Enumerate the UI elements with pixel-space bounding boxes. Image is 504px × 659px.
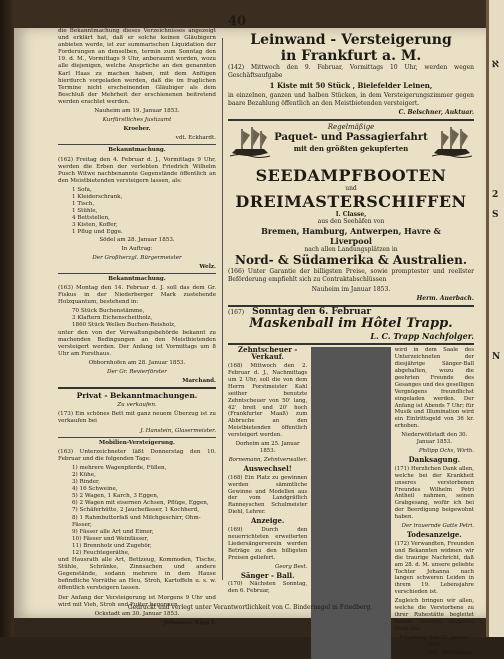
- ad-signature: Herm. Auerbach.: [416, 295, 474, 303]
- notice-signature: Georg Best.: [275, 563, 308, 570]
- notice-auction-162: (162) Freitag den 4. Februar d. J., Vormittags 9 Uhr, werden die Erben der verlebten Friedrich Wilhelm Pusch Witwe nachbenannte Gegenstände öffentlich an den Meistbietenden versteigern lassen, als:: [58, 156, 216, 184]
- list-item: 4) 16 Schweine,: [72, 486, 118, 493]
- column-divider: [222, 38, 223, 580]
- list-item: 1860 Stück Wellen Buchen-Reisholz,: [72, 322, 176, 329]
- ad-ports: Bremen, Hamburg, Antwerpen, Havre &: [261, 225, 441, 236]
- notice-date: Ockstadt am 30. Januar 1853.: [94, 610, 180, 617]
- ad-to: nach allen Landungsplätzen in: [304, 245, 398, 253]
- event-date: Sonntag den 6. Februar: [252, 306, 372, 317]
- heading-danksagung: Danksagung.: [408, 454, 461, 464]
- notice-zehntscheuer: (168) Mittwoch den 2. Februar d. J., Nachmittags um 2 Uhr, soll die von dem Herrn Forstmeister Kahl seither benutzte Zehntscheuer von 50' lang, 42' breit und 20' hoch (Frankfurter Maaß) zum Abbruche an den Meistbietenden öffentlich versteigert werden.: [228, 363, 308, 439]
- notice-signature: J. Hanstein, Glasermeister.: [140, 427, 216, 434]
- top-margin: [14, 0, 486, 28]
- notice-date: Obbornhofen am 28. Januar 1853.: [88, 359, 186, 366]
- heading-zehntscheuer: Zehntscheuer - Verkauf.: [238, 345, 298, 362]
- notice-signature: Joh. Weckesling.: [429, 650, 474, 657]
- notice-date: Nauheim am 19. Januar 1853.: [94, 108, 180, 115]
- heading-anzeige: Anzeige.: [250, 516, 285, 526]
- sailing-ship-icon: [432, 125, 472, 161]
- notice-saenger-ball-cont: wird in dem Saale des Unterzeichneten der diesjährige Sänger-Ball abgehalten, wozu die geehrten Freunde des Gesanges und des geselligen Vergnügens freundlichst eingeladen werden. Der Anfang ist Abends 7 Uhr; für Musik und Illumination wird ein Eintrittsgeld von 36 kr. erhoben.: [394, 347, 474, 430]
- notice-date: Friedberg den 30. Januar 1853.: [399, 634, 469, 648]
- list-item: 7) Schäferhütte, 2 Jauchefässer, 1 Kochherd,: [72, 507, 200, 514]
- right-column: [228, 30, 474, 659]
- heading-auswechsel: Auswechsel!: [243, 463, 292, 473]
- notice-signature: Philipp Ochs, Wirth.: [418, 448, 474, 454]
- notice-liquidation: die Bekanntmachung dieses Verzeichnisses angezeigt und erklärt hat, daß er solche keinen Gläubigern anbieten werde, ist zur summarischen Liquidation der Forderungen an denselben, termin zum Sonntag den 19. d. M., Vormittags 9 Uhr, anberaumt worden, wozu alle diejenigen, welche Ansprüche an den genannten Karl Haas zu machen haben, mit dem Anfügen hierdurch vorgeladen werden, daß die im fraglichen Termine nicht erscheinenden Gläubiger als dem Beschluß der Mehrheit der erschienenen beitretend werden erachtet werden.: [58, 28, 216, 105]
- notice-signature: Johannes Kipp I.: [163, 619, 216, 626]
- notice-office: Der Gr. Revierförster: [106, 369, 167, 376]
- notice-date: Niederwöllstadt den 30. Januar 1853.: [401, 432, 468, 446]
- list-item: 3) Rinder,: [72, 479, 100, 486]
- notice-danksagung: (171) Herzlichen Dank allen, welche bei der Krankheit unseres verstorbenen Freundes Wilhelm Petri Antheil nahmen, seinen Grabgesang, wofür ich bei der Beerdigung beigewohnt haben.: [394, 465, 474, 521]
- notice-todesanzeige-thanks: Zugleich bringen wir allen, welche die Verstorbene zu ihrer Ruhestätte begleitet haben, unseren innigsten Dank dar.: [394, 598, 474, 632]
- list-item: 3 Klaftern Eichenscheitholz,: [72, 315, 153, 322]
- subcolumn-right: [395, 347, 474, 659]
- notice-signature: Welz.: [199, 263, 216, 270]
- edge-letter-4: N: [492, 352, 501, 362]
- list-item: 1) mehrere Wagenpferde, Füllen,: [72, 464, 167, 471]
- ad-steamboats: SEEDAMPFBOOTEN: [255, 165, 447, 185]
- heading-bekanntmachung-1: Bekanntmachung.: [108, 147, 166, 154]
- printer-footer: Gedruckt und verlegt unter Verantwortlichkeit von C. Bindernagel in Friedberg.: [127, 604, 373, 611]
- list-item: 1 Sofa,: [72, 186, 92, 193]
- leinwand-title: Leinwand - Versteigerung: [250, 32, 452, 48]
- notice-date: Dorheim am 25. Januar 1853.: [235, 441, 300, 454]
- ad-and: und: [345, 184, 357, 192]
- book-spine: [0, 0, 14, 637]
- heading-saenger-ball: Sänger - Ball.: [240, 570, 295, 580]
- list-item: 6) 2 Wagen mit eisernen Achsen, Pflüge, Eggen,: [72, 500, 209, 507]
- subcolumn-left: [228, 347, 307, 659]
- notice-office: Der Großherzgl. Bürgermeister: [92, 254, 182, 261]
- ad-class: I. Classe,: [335, 210, 367, 218]
- notice-vdt: vdt. Eckhardt.: [175, 135, 216, 142]
- notice-signature: Kroeber.: [123, 126, 151, 133]
- edge-letter-2: 2: [492, 190, 499, 200]
- notice-todesanzeige: (172) Verwandten, Freunden und Bekannten widmen wir die traurige Nachricht, daß am 28. d. M. unsere geliebte Tochter Johanna nach langen schweren Leiden in ihrem 19. Lebensjahre verschieden ist.: [394, 540, 474, 596]
- ad-body: (166) Unter Garantie der billigsten Preise, sowie promptester und reellster Beförderung empfiehlt sich zu Contraktabschlüssen: [228, 268, 474, 283]
- ad-title: Paquet- und Passagierfahrt: [274, 131, 428, 143]
- notice-auswechsel: (168) Ein Platz zu gewinnen werden sämmtliche Gewinne und Modellen aus der vom Landgräflich Ranneyschen Schulmeister Diehl, Lehrer.: [228, 474, 308, 516]
- shipping-ad-header: [228, 123, 474, 167]
- leinwand-subtitle: in Frankfurt a. M.: [280, 48, 422, 64]
- event-header: [228, 306, 474, 317]
- heading-bekanntmachung-2: Bekanntmachung.: [108, 275, 166, 282]
- list-item: 5) 2 Wagen, 1 Karch, 3 Eggen,: [72, 493, 159, 500]
- list-item: 1 Kleiderschrank,: [72, 193, 123, 200]
- leinwand-signature: C. Belschner, Auktuar.: [398, 109, 474, 117]
- list-item: 10) Fässer und Weinfässer,: [72, 535, 149, 542]
- notice-mobilien-start: Der Anfang der Versteigerung ist Morgens 9 Uhr und wird mit Vieh, Stroh und Futter begonnen.: [58, 594, 216, 608]
- list-item: 8) 1 Rahmbutterfaß und Milchgeschirr, Ohm-Fässer,: [72, 514, 201, 528]
- left-column: [58, 28, 216, 626]
- list-item: 3 Kisten, Koffer,: [72, 222, 118, 229]
- edge-letter-3: S: [492, 210, 499, 220]
- list-item: 4 Bettstellen,: [72, 215, 110, 222]
- heading-private-notices: Privat - Bekanntmachungen.: [76, 391, 198, 401]
- list-item: 1 Tisch,: [72, 201, 95, 208]
- heading-mobilien: Mobilien-Versteigerung.: [99, 439, 175, 446]
- notice-signature: Marchand.: [182, 378, 216, 385]
- notice-wood-163: (163) Montag den 14. Februar d. J. soll das dem Gr. Fiskus in der Niederberger Mark zustehende Holzquantum, bestehend in:: [58, 285, 216, 306]
- edge-letter-1: ℵ: [492, 60, 499, 70]
- event-number: (167): [228, 308, 245, 316]
- list-item: 2) Kühe,: [72, 471, 96, 478]
- list-item: 12) Feuchtegeräthe,: [72, 550, 130, 556]
- list-item: 1 Pflug und Egge.: [72, 229, 123, 236]
- ad-port-liverpool: Liverpool: [330, 235, 372, 246]
- mobilien-item-list: [58, 465, 216, 557]
- heading-todesanzeige: Todesanzeige.: [406, 529, 462, 539]
- ad-intro: Regelmäßige: [327, 122, 375, 131]
- notice-mobilien-163: (163) Unterzeichneter läßt Donnerstag den 10. Februar und die folgenden Tage:: [58, 448, 216, 462]
- list-item: 70 Stück Buchenstämme,: [72, 308, 145, 315]
- ad-title-2: mit den größten gekupferten: [293, 143, 409, 153]
- ad-from: aus den Seehäfen von: [317, 218, 385, 226]
- notice-signature: Bornemann, Zehntverwalter.: [228, 456, 308, 463]
- list-item: 11) Brennholz und Zugehör,: [72, 542, 152, 549]
- notice-office: Kurfürstliches Justizamt: [102, 117, 172, 124]
- next-page-edge: [486, 0, 504, 637]
- list-item: 9) Fässer alle Art und Eimer,: [72, 528, 154, 535]
- leinwand-item: 1 Kiste mit 50 Stück , Bielefelder Leinen,: [269, 81, 433, 91]
- leinwand-terms: in einzelnen, ganzen und halben Stücken, in dem Versteigerungszimmer gegen baare Bezahlung öffentlich an den Meistbietenden versteigert.: [228, 92, 474, 107]
- notice-anzeige: (169) Durch den neuerrichteten erweiterten Liedersängerverein werden Beträge zu den billigsten Preisen geliefert.: [228, 527, 308, 561]
- sailing-ship-icon: [230, 125, 270, 161]
- notice-saenger-ball: (170) Nächsten Sonntag, den 6. Februar,: [228, 581, 308, 595]
- ad-destinations: Nord- & Südamerika & Australien.: [235, 253, 467, 268]
- heading-for-sale: Zu verkaufen.: [117, 402, 157, 409]
- auction-item-list-1: [58, 187, 216, 237]
- leinwand-notice: (142) Mittwoch den 9. Februar, Vormittags 10 Uhr, werden wegen Geschäftsaufgabe: [228, 64, 474, 79]
- notice-wood-terms: unter den von der Verwaltungsbehörde bekannt zu machenden Bedingungen an den Meistbietenden versteigert werden. Der Anfang ist Vormittags um 8 Uhr am Forsthaus.: [58, 329, 216, 357]
- event-title: Maskenball im Hôtel Trapp.: [249, 316, 453, 332]
- wood-item-list: [58, 308, 216, 329]
- notice-bed-173: (173) Ein schönes Bett mit ganz neuem Überzug ist zu verkaufen bei: [58, 411, 216, 425]
- notice-date: Södel am 28. Januar 1853.: [99, 236, 175, 243]
- notice-signature: Der trauernde Gatte Petri.: [401, 523, 474, 530]
- event-signature: L. C. Trapp Nachfolger.: [370, 331, 474, 342]
- notice-mobilien-body: und Hausrath alle Art, Bettzeug, Kommoden, Tische, Stühle, Schränke, Zinnsachen und andere Gegenstände, sodann mehrere in dem Hause befindliche Vorräthe an Heu, Stroh, Kartoffeln u. s. w. öffentlich versteigern lassen.: [58, 557, 216, 592]
- notice-auftrag: In Auftrag:: [121, 245, 153, 252]
- page-number: 40: [228, 14, 247, 29]
- two-column-section: [228, 347, 474, 659]
- ad-threemasters: DREIMASTERSCHIFFEN: [235, 191, 467, 211]
- ad-date: Nauheim im Januar 1853.: [311, 285, 391, 293]
- list-item: 1 Stühle,: [72, 208, 98, 215]
